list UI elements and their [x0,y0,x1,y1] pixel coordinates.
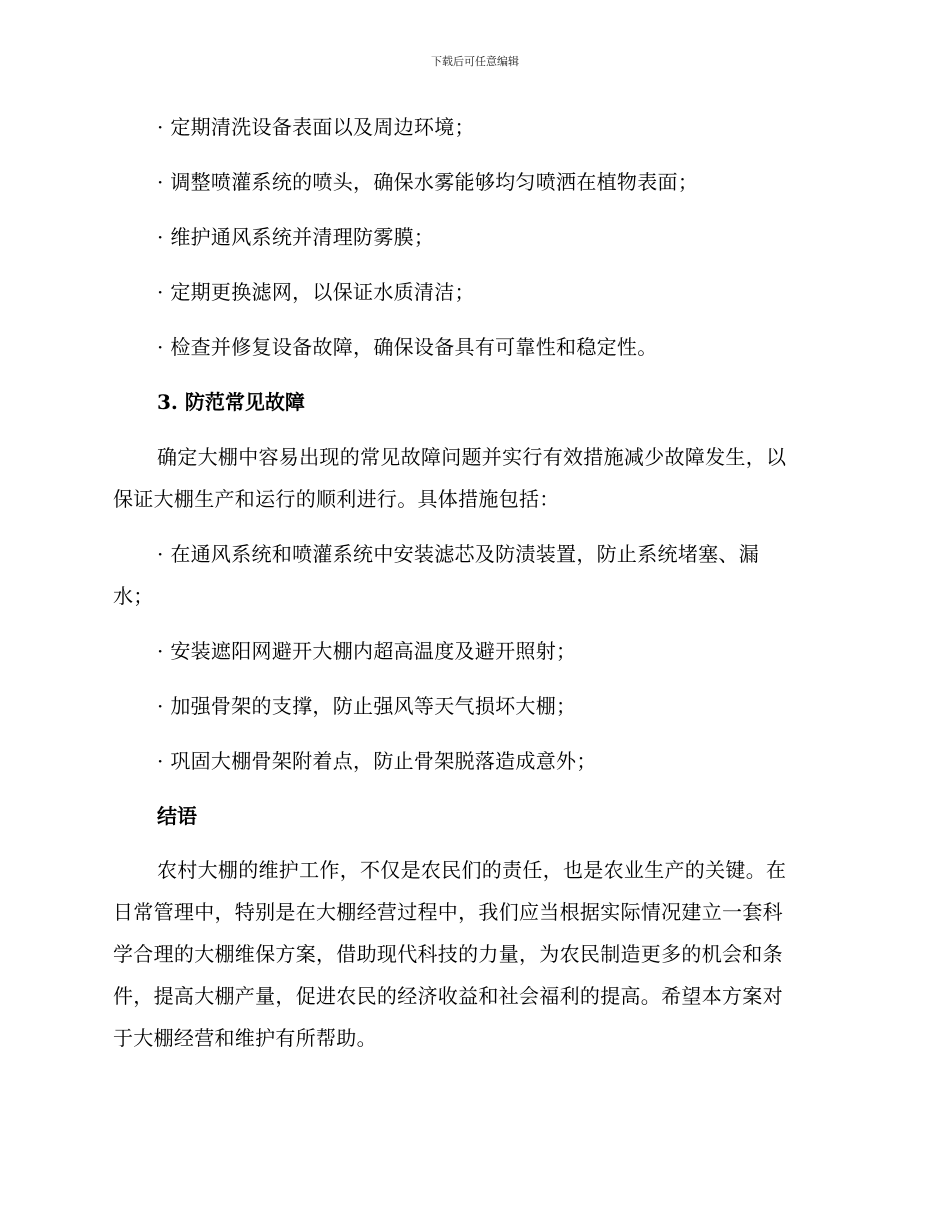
paragraph-line: 件，提高大棚产量，促进农民的经济收益和社会福利的提高。希望本方案对 [113,984,783,1008]
paragraph-line: 农村大棚的维护工作，不仅是农民们的责任，也是农业生产的关键。在 [157,858,787,882]
list-item: · 加强骨架的支撑，防止强风等天气损坏大棚； [157,694,577,718]
list-item: · 在通风系统和喷灌系统中安装滤芯及防渍装置，防止系统堵塞、漏 [157,542,760,566]
paragraph-line: 日常管理中，特别是在大棚经营过程中，我们应当根据实际情况建立一套科 [113,900,783,924]
list-item-continuation: 水； [113,584,154,608]
page-header: 下载后可任意编辑 [431,55,519,68]
paragraph-line: 确定大棚中容易出现的常见故障问题并实行有效措施减少故障发生，以 [157,445,787,469]
paragraph-line: 学合理的大棚维保方案，借助现代科技的力量，为农民制造更多的机会和条 [113,942,783,966]
list-item: · 安装遮阳网避开大棚内超高温度及避开照射； [157,639,577,663]
conclusion-heading: 结语 [157,804,197,828]
list-item: · 维护通风系统并清理防雾膜； [157,225,435,249]
paragraph-line: 保证大棚生产和运行的顺利进行。具体措施包括： [113,487,560,511]
list-item: · 定期清洗设备表面以及周边环境； [157,115,475,139]
list-item: · 巩固大棚骨架附着点，防止骨架脱落造成意外； [157,749,597,773]
list-item: · 检查并修复设备故障，确保设备具有可靠性和稳定性。 [157,335,658,359]
section-heading: 3. 防范常见故障 [157,390,305,414]
list-item: · 调整喷灌系统的喷头，确保水雾能够均匀喷洒在植物表面； [157,170,699,194]
paragraph-line: 于大棚经营和维护有所帮助。 [113,1026,377,1050]
list-item: · 定期更换滤网，以保证水质清洁； [157,280,475,304]
